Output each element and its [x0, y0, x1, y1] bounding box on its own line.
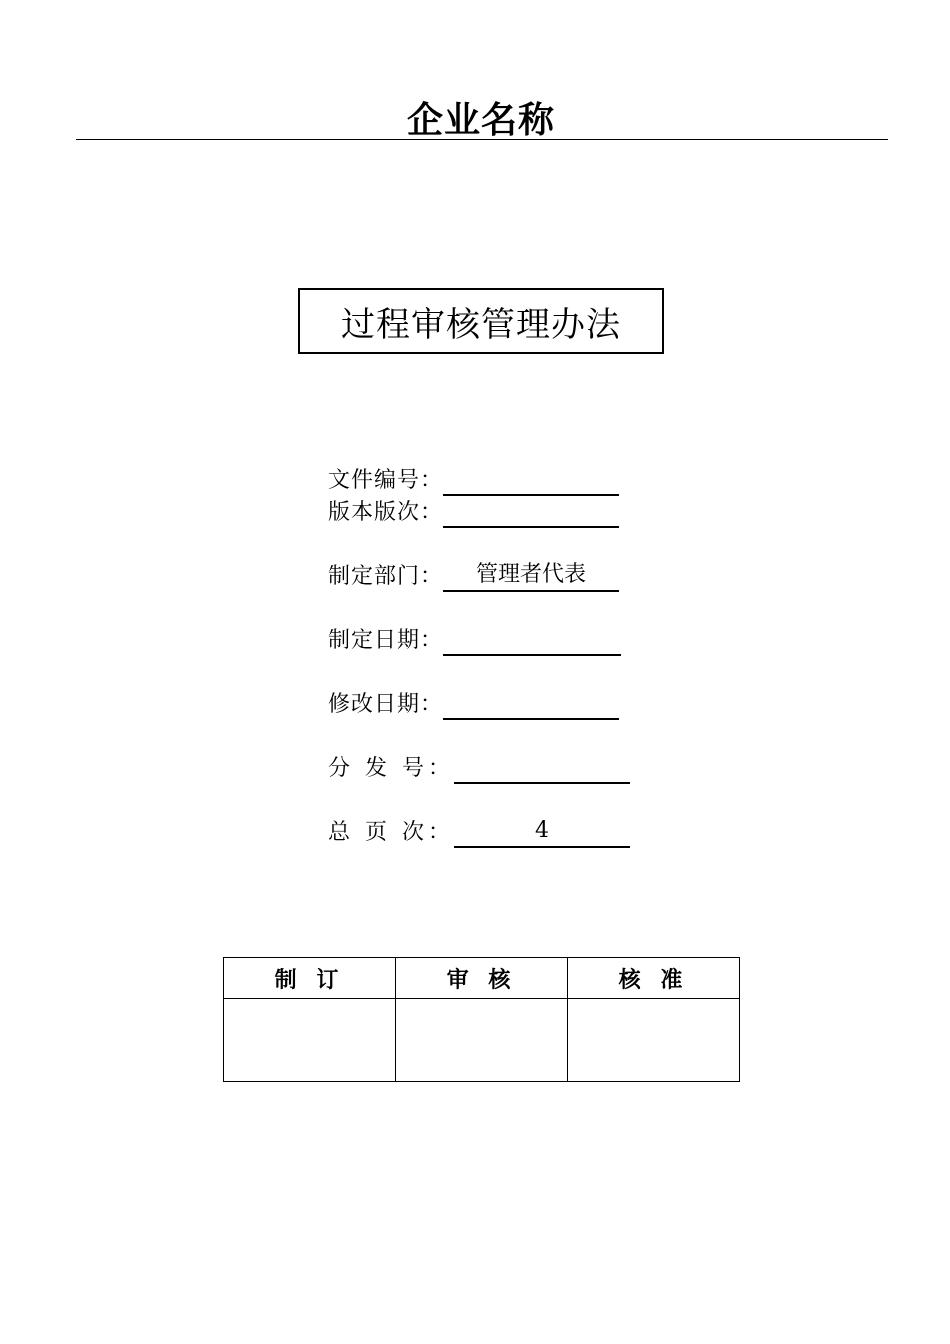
- approval-table: [223, 957, 740, 1082]
- total-pages-label: 总 页 次：: [328, 820, 454, 845]
- field-version: [328, 494, 619, 528]
- signature-drafted[interactable]: [224, 999, 396, 1082]
- header-divider: [76, 139, 888, 140]
- created-date-label: 制定日期：: [328, 628, 444, 653]
- version-value[interactable]: [443, 496, 619, 528]
- company-name: 企业名称: [406, 100, 555, 141]
- field-created-date: [328, 622, 621, 656]
- document-title: 过程审核管理办法: [298, 288, 664, 354]
- created-date-value[interactable]: [443, 624, 621, 656]
- field-revised-date: [328, 686, 619, 720]
- approval-header-row: [224, 958, 740, 999]
- approval-signature-row: [224, 999, 740, 1082]
- total-pages-value[interactable]: 4: [454, 816, 630, 848]
- version-label: 版本版次：: [328, 500, 444, 525]
- field-file-number: [328, 462, 619, 496]
- distribution-number-label: 分 发 号：: [328, 756, 454, 781]
- signature-reviewed[interactable]: [396, 999, 568, 1082]
- department-value[interactable]: 管理者代表: [443, 560, 619, 592]
- header-drafted: 制 订: [224, 958, 396, 999]
- field-distribution-number: [328, 750, 630, 784]
- revised-date-value[interactable]: [443, 688, 619, 720]
- file-number-label: 文件编号：: [328, 468, 444, 493]
- header-approved: 核 准: [568, 958, 740, 999]
- department-label: 制定部门：: [328, 564, 444, 589]
- revised-date-label: 修改日期：: [328, 692, 444, 717]
- distribution-number-value[interactable]: [454, 752, 630, 784]
- signature-approved[interactable]: [568, 999, 740, 1082]
- header-reviewed: 审 核: [396, 958, 568, 999]
- field-department: [328, 558, 619, 592]
- file-number-value[interactable]: [443, 464, 619, 496]
- field-total-pages: [328, 814, 630, 848]
